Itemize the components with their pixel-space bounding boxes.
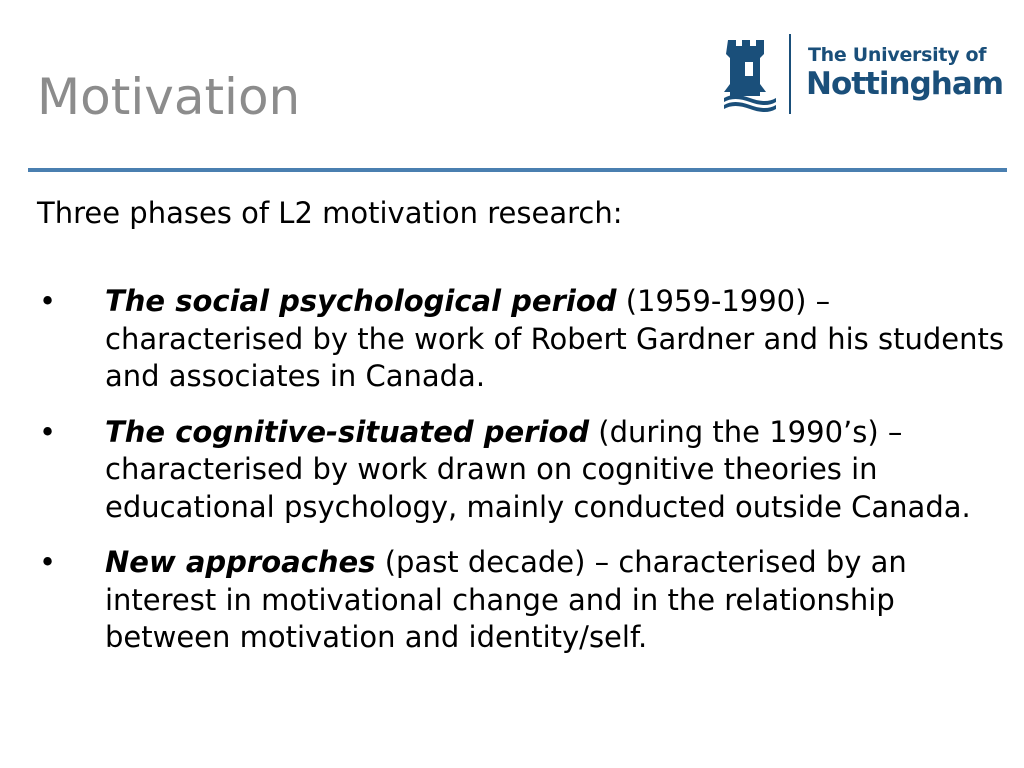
- bullet-text: (during the 1990’s) – characterised by work drawn on cognitive theories in educational psychology, mainly conducted outside Canada.: [105, 414, 971, 524]
- bullet-marker: •: [39, 284, 57, 318]
- title-divider-rule: [28, 168, 1007, 172]
- castle-crest-icon: [722, 36, 778, 112]
- university-logo: [722, 32, 1004, 114]
- slide-title: Motivation: [37, 68, 301, 126]
- logo-text-line1: The University of: [808, 44, 987, 66]
- bullet-marker: •: [39, 414, 57, 449]
- bullet-text: (1959-1990) – characterised by the work of Robert Gardner and his students and associates in Canada.: [105, 284, 1004, 393]
- bullet-term: New approaches: [105, 545, 376, 579]
- list-item: [37, 283, 1007, 396]
- bullet-term: The cognitive-situated period: [105, 414, 590, 449]
- intro-text: Three phases of L2 motivation research:: [37, 196, 623, 230]
- list-item: [37, 414, 1007, 527]
- list-item: [37, 544, 1007, 657]
- bullet-list: [37, 283, 1007, 675]
- logo-text-line2: Nottingham: [806, 66, 1004, 102]
- bullet-term: The social psychological period: [105, 284, 617, 318]
- bullet-text: (past decade) – characterised by an interest in motivational change and in the relationship between motivation and identity/self.: [105, 545, 907, 654]
- logo-divider: [789, 34, 791, 114]
- bullet-marker: •: [39, 545, 57, 579]
